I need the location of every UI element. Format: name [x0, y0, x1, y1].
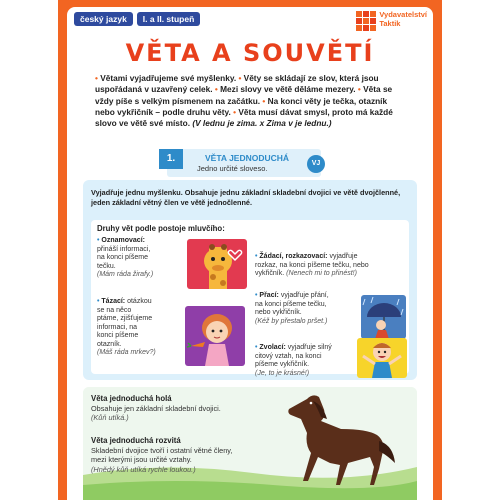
type-zadaci: • Žádací, rozkazovací: vyjadřuje rozkaz, na konci píšeme tečku, nebo vykřičník. (Nenech mi to přinést!): [255, 253, 369, 277]
simple-sentence-types-box: [83, 387, 417, 500]
concept-title: VĚTA JEDNODUCHÁ: [205, 153, 290, 163]
worksheet: [67, 7, 433, 500]
vj-badge: VJ: [307, 155, 325, 173]
definition-text: Vyjadřuje jednu myšlenku. Obsahuje jednu základní skladební dvojici ve větě dvojčlenné, jeden základní větný člen ve větě jednočlenné.: [91, 188, 401, 207]
publisher-name: Vydavatelství Taktik: [379, 10, 427, 28]
types-heading: Druhy vět podle postoje mluvčího:: [97, 224, 225, 233]
definition-box: [83, 180, 417, 380]
giraffe-illustration: [187, 239, 247, 289]
sentence-types-box: [91, 220, 409, 377]
type-zvolaci: • Zvolací: vyjadřuje silný citový vztah, na konci píšeme vykřičník. (Je, to je krásné!): [255, 344, 332, 377]
taktik-logo-icon: [356, 11, 376, 31]
intro-text: • Větami vyjadřujeme své myšlenky. • Věty se skládají ze slov, která jsou uspořádaná v uzavřený celek. • Mezi slovy ve větě děláme mezery. • Věta se vždy píše s velkým písmenem na začátku. • Na konci věty je tečka, otazník nebo vykřičník – podle druhu věty. • Věta musí dávat smysl, proto má každé slovo ve větě své místo. (V lednu je zima. x Zima v je lednu.): [95, 73, 393, 129]
rain-umbrella-illustration: [361, 295, 406, 339]
happy-boy-illustration: [357, 338, 407, 378]
publisher-logo: [356, 11, 427, 31]
girl-carrot-illustration: [185, 306, 245, 366]
simple-extended-sentence: Věta jednoduchá rozvitá Skladební dvojice tvoří i ostatní větné členy, mezi kterými jsou určité vztahy. (Hnědý kůň utíká rychle loukou.): [91, 436, 233, 474]
horse-illustration: [277, 389, 397, 485]
top-tags: [74, 12, 200, 26]
concept-number: 1.: [159, 149, 183, 169]
type-tazaci: • Tázací: otázkou se na něco ptáme, zjišťujeme informaci, na konci píšeme otazník. (Máš ráda mrkev?): [97, 298, 156, 356]
type-praci: • Přací: vyjadřuje přání, na konci píšeme tečku, nebo vykřičník. (Kéž by přestalo pršet.): [255, 292, 329, 325]
simple-bare-sentence: Věta jednoduchá holá Obsahuje jen základní skladební dvojici. (Kůň utíká.): [91, 394, 221, 422]
type-oznamovaci: • Oznamovací: přináší informaci, na konci píšeme tečku. (Mám ráda žirafy.): [97, 237, 154, 278]
concept-header: [167, 149, 321, 177]
page-title: VĚTA A SOUVĚTÍ: [125, 39, 375, 67]
subject-tag: český jazyk: [74, 12, 133, 26]
level-tag: I. a II. stupeň: [137, 12, 200, 26]
concept-subtitle: Jedno určité sloveso.: [197, 164, 268, 173]
